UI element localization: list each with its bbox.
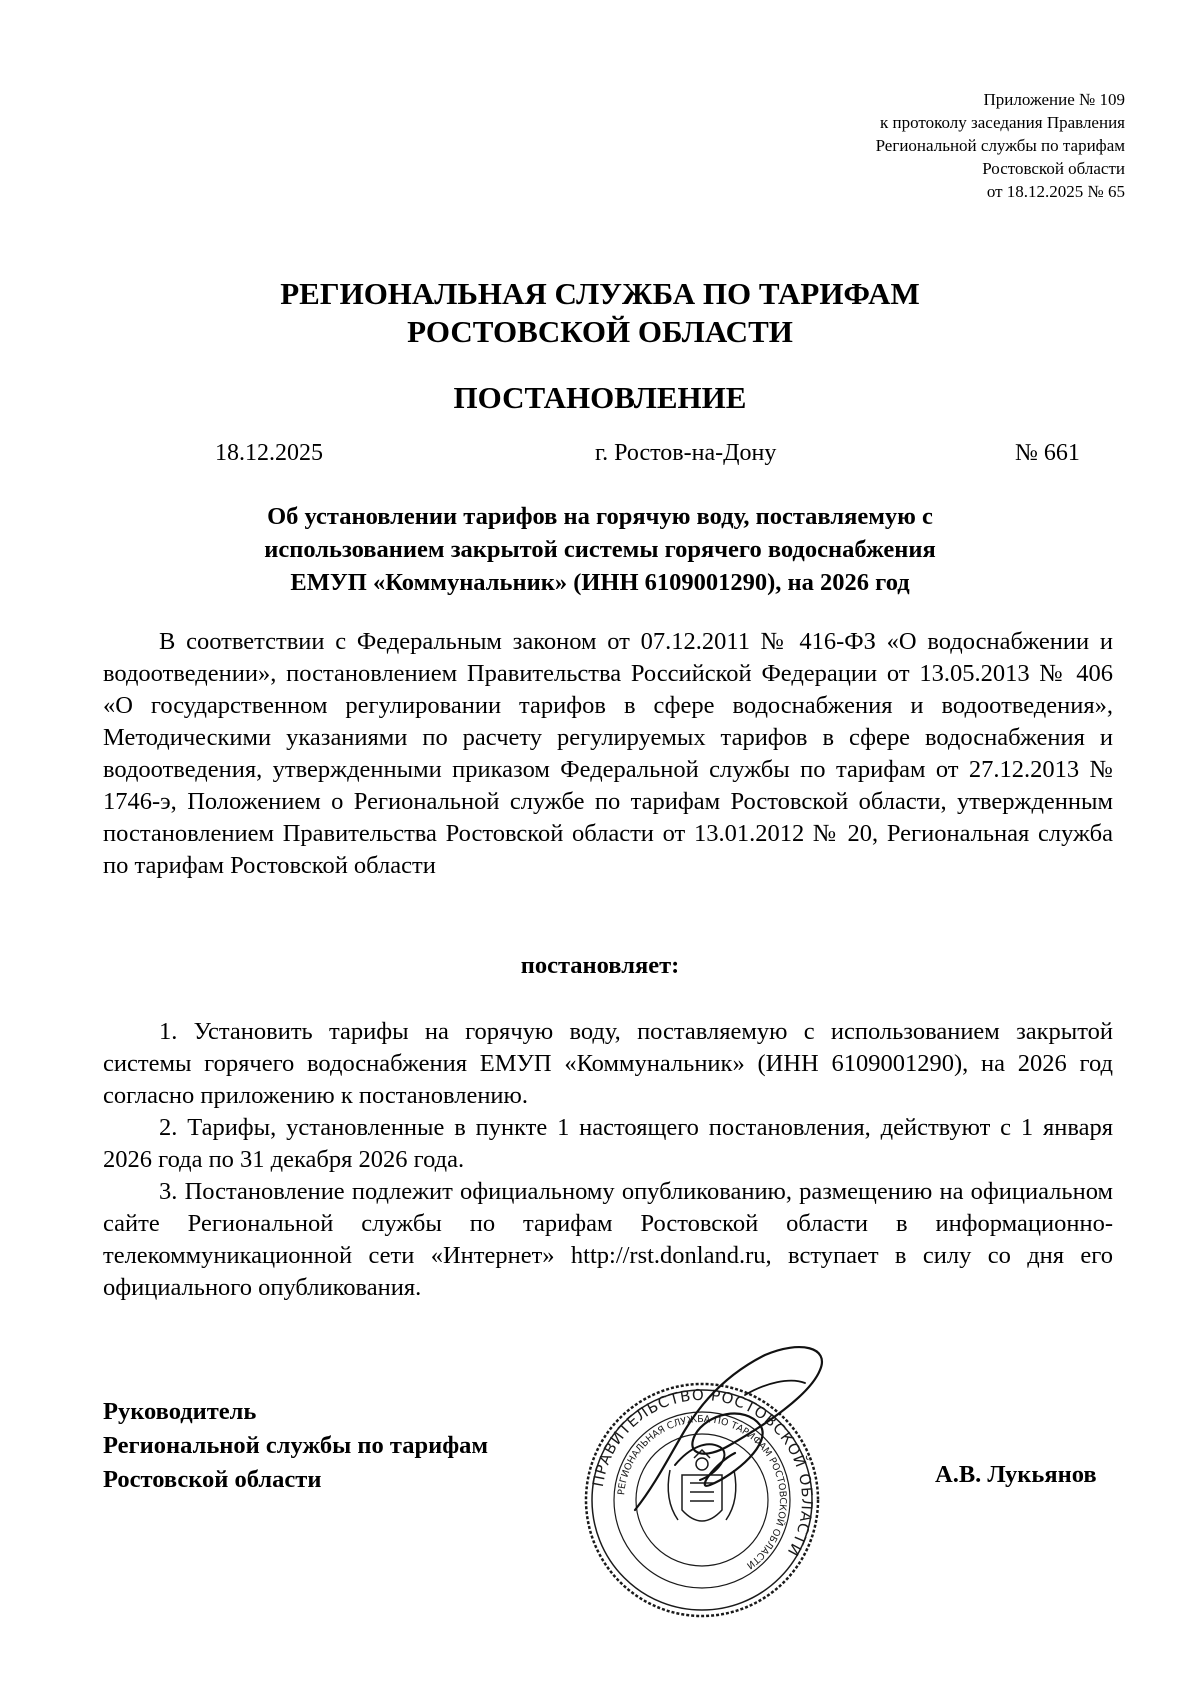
handwritten-signature	[615, 1335, 845, 1545]
document-type: ПОСТАНОВЛЕНИЕ	[453, 380, 747, 415]
subject-line: ЕМУП «Коммунальник» (ИНН 6109001290), на 2026 год	[290, 569, 910, 596]
document-subject	[0, 500, 1200, 599]
resolution-item: 3. Постановление подлежит официальному опубликованию, размещению на официальном сайте Региональной службы по тарифам Ростовской области в информационно-телекоммуникационной сети «Интернет» http://rst.donland.ru, вступает в силу со дня его официального опубликования.	[103, 1178, 1113, 1301]
preamble-paragraph: В соответствии с Федеральным законом от 07.12.2011 № 416-ФЗ «О водоснабжении и водоотведении», постановлением Правительства Российской Федерации от 13.05.2013 № 406 «О государственном регулировании тарифов в сфере водоснабжения и водоотведения», Методическими указаниями по расчету регулируемых тарифов в сфере водоснабжения и водоотведения, утвержденными приказом Федеральной службы по тарифам от 27.12.2013 № 1746-э, Положением о Региональной службе по тарифам Ростовской области, утвержденным постановлением Правительства Ростовской области от 13.01.2012 № 20, Региональная служба по тарифам Ростовской области	[103, 628, 1113, 879]
resolution-items	[103, 1016, 1113, 1304]
document-date: 18.12.2025	[215, 440, 323, 466]
seal-inner-text: РЕГИОНАЛЬНАЯ СЛУЖБА ПО ТАРИФАМ РОСТОВСКОЙ ОБЛАСТИ	[616, 1413, 789, 1571]
appendix-line: к протоколу заседания Правления	[880, 113, 1125, 132]
subject-line: использованием закрытой системы горячего водоснабжения	[264, 536, 936, 563]
appendix-line: Ростовской области	[982, 159, 1125, 178]
signatory-position-line: Руководитель	[103, 1398, 257, 1425]
organization-title-line: РЕГИОНАЛЬНАЯ СЛУЖБА ПО ТАРИФАМ	[280, 276, 920, 311]
organization-title-line: РОСТОВСКОЙ ОБЛАСТИ	[407, 314, 793, 349]
signatory-position	[103, 1395, 488, 1497]
organization-title	[0, 275, 1200, 351]
appendix-reference	[705, 88, 1125, 203]
seal-outer-text: ПРАВИТЕЛЬСТВО РОСТОВСКОЙ ОБЛАСТИ	[588, 1385, 817, 1560]
document-number: № 661	[1015, 440, 1080, 466]
appendix-line: Региональной службы по тарифам	[875, 136, 1125, 155]
decision-heading: постановляет:	[520, 952, 680, 979]
signatory-position-line: Региональной службы по тарифам	[103, 1432, 489, 1459]
appendix-line: от 18.12.2025 № 65	[986, 182, 1125, 201]
subject-line: Об установлении тарифов на горячую воду, поставляемую с	[267, 503, 933, 530]
appendix-line: Приложение № 109	[983, 90, 1125, 109]
resolution-item: 1. Установить тарифы на горячую воду, поставляемую с использованием закрытой системы горячего водоснабжения ЕМУП «Коммунальник» (ИНН 6109001290), на 2026 год согласно приложению к постановлению.	[103, 1018, 1113, 1109]
document-city: г. Ростов-на-Дону	[595, 440, 777, 466]
resolution-item: 2. Тарифы, установленные в пункте 1 настоящего постановления, действуют с 1 января 2026 года по 31 декабря 2026 года.	[103, 1114, 1113, 1173]
signatory-position-line: Ростовской области	[103, 1466, 322, 1493]
signatory-name: А.В. Лукьянов	[935, 1461, 1097, 1488]
